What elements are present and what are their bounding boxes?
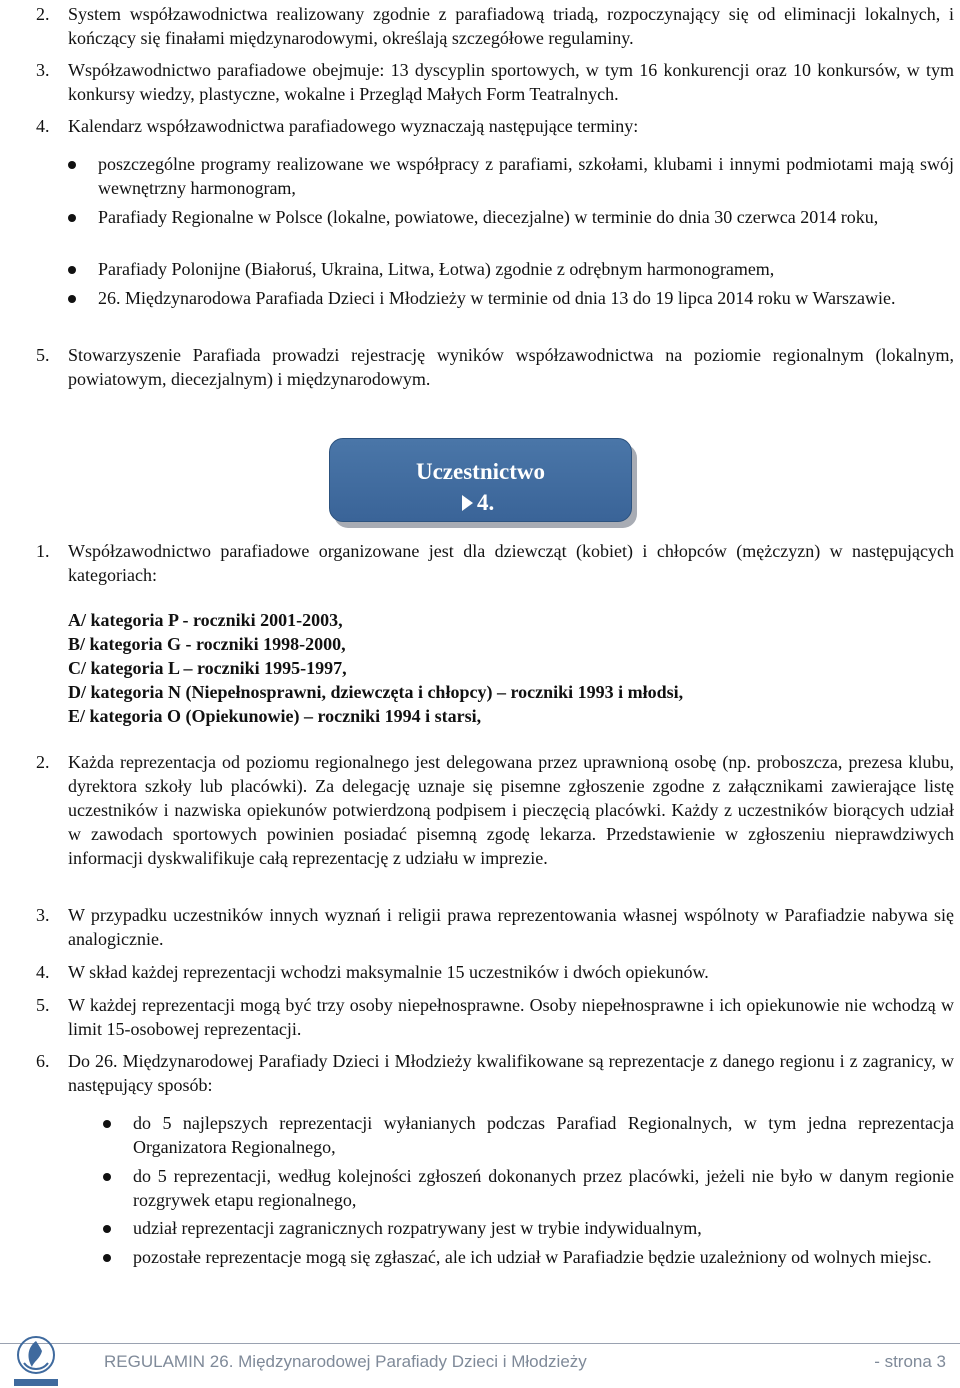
category-item: D/ kategoria N (Niepełnosprawni, dziewczęta i chłopcy) – roczniki 1993 i młodsi, [68, 682, 684, 702]
item-number: 4. [36, 962, 50, 982]
item-text: Współzawodnictwo parafiadowe obejmuje: 13 dyscyplin sportowych, w tym 16 konkurencji oraz 10 konkursów, w tym konkursy wiedzy, plastyczne, wokalne i Przegląd Małych Form Teatralnych. [68, 60, 954, 104]
item-text: Do 26. Międzynarodowej Parafiady Dzieci i Młodzieży kwalifikowane są reprezentacje z danego regionu i z zagranicy, w następujący sposób: [68, 1051, 954, 1095]
item-number: 5. [36, 995, 50, 1015]
footer-title: REGULAMIN 26. Międzynarodowej Parafiady Dzieci i Młodzieży [104, 1352, 587, 1371]
category-item: E/ kategoria O (Opiekunowie) – roczniki 1994 i starsi, [68, 706, 482, 726]
bullet-item [133, 1245, 954, 1269]
item-text: System współzawodnictwa realizowany zgodnie z parafiadową triadą, rozpoczynający się od eliminacji lokalnych, i kończący się finałami międzynarodowymi, określają szczegółowe regulaminy. [68, 4, 954, 48]
item-number: 6. [36, 1051, 50, 1071]
bullet-text: 26. Międzynarodowa Parafiada Dzieci i Młodzieży w terminie od dnia 13 do 19 lipca 2014 roku w Warszawie. [98, 288, 896, 308]
list-item [36, 960, 954, 984]
bullet-item [98, 205, 954, 229]
item-number: 3. [36, 60, 50, 80]
bullet-text: poszczególne programy realizowane we współpracy z parafiami, szkołami, klubami i innymi podmiotami mają swój wewnętrzny harmonogram, [98, 154, 954, 198]
item-number: 5. [36, 345, 50, 365]
item-text: Stowarzyszenie Parafiada prowadzi rejestrację wyników współzawodnictwa na poziomie regionalnym (lokalnym, powiatowym, diecezjalnym) i międzynarodowym. [68, 345, 954, 389]
bullet-icon [103, 1254, 111, 1262]
bullet-item [133, 1111, 954, 1159]
category-item: A/ kategoria P - roczniki 2001-2003, [68, 610, 343, 630]
parafiada-logo-icon [10, 1333, 62, 1388]
list-item [36, 903, 954, 951]
bullet-icon [103, 1120, 111, 1128]
bullet-icon [68, 266, 76, 274]
bullet-item [98, 257, 954, 281]
page-footer [104, 1350, 946, 1374]
bullet-text: Parafiady Polonijne (Białoruś, Ukraina, Litwa, Łotwa) zgodnie z odrębnym harmonogramem, [98, 259, 775, 279]
bullet-text: Parafiady Regionalne w Polsce (lokalne, powiatowe, diecezjalne) w terminie do dnia 30 czerwca 2014 roku, [98, 207, 879, 227]
bullet-icon [103, 1225, 111, 1233]
bullet-icon [103, 1173, 111, 1181]
section-badge [329, 438, 632, 522]
list-item [36, 750, 954, 870]
bullet-icon [68, 214, 76, 222]
page-number: - strona 3 [874, 1352, 946, 1371]
bullet-text: do 5 najlepszych reprezentacji wyłanianych podczas Parafiad Regionalnych, w tym jedna reprezentacja Organizatora Regionalnego, [133, 1113, 954, 1157]
list-item [36, 1049, 954, 1097]
bullet-item [133, 1164, 954, 1212]
item-text: W przypadku uczestników innych wyznań i religii prawa reprezentowania własnej wspólnoty w Parafiadzie nabywa się analogicznie. [68, 905, 954, 949]
category-item: B/ kategoria G - roczniki 1998-2000, [68, 634, 346, 654]
list-item [36, 114, 954, 138]
arrow-right-icon [462, 495, 473, 511]
item-number: 2. [36, 752, 50, 772]
item-text: Kalendarz współzawodnictwa parafiadowego wyznaczają następujące terminy: [68, 116, 639, 136]
item-number: 2. [36, 4, 50, 24]
section-title: Uczestnictwo [415, 459, 545, 484]
footer-divider [0, 1343, 960, 1344]
bullet-text: pozostałe reprezentacje mogą się zgłaszać, ale ich udział w Parafiadzie będzie uzależniony od wolnych miejsc. [133, 1247, 932, 1267]
bullet-item [133, 1216, 954, 1240]
section-number: 4. [477, 490, 495, 515]
item-text: W każdej reprezentacji mogą być trzy osoby niepełnosprawne. Osoby niepełnosprawne i ich opiekunowie nie wchodzą w limit 15-osobowej reprezentacji. [68, 995, 954, 1039]
category-list [68, 608, 683, 728]
bullet-icon [68, 161, 76, 169]
item-text: Współzawodnictwo parafiadowe organizowane jest dla dziewcząt (kobiet) i chłopców (mężczyzn) w następujących kategoriach: [68, 541, 954, 585]
bullet-icon [68, 295, 76, 303]
item-text: W skład każdej reprezentacji wchodzi maksymalnie 15 uczestników i dwóch opiekunów. [68, 962, 709, 982]
bullet-text: udział reprezentacji zagranicznych rozpatrywany jest w trybie indywidualnym, [133, 1218, 702, 1238]
item-number: 3. [36, 905, 50, 925]
bullet-text: do 5 reprezentacji, według kolejności zgłoszeń dokonanych przez placówki, jeżeli nie było w danym regionie rozgrywek etapu regionalnego, [133, 1166, 954, 1210]
list-item [36, 343, 954, 391]
item-number: 1. [36, 541, 50, 561]
list-item [36, 2, 954, 50]
list-item [36, 539, 954, 587]
list-item [36, 58, 954, 106]
list-item [36, 993, 954, 1041]
item-text: Każda reprezentacja od poziomu regionalnego jest delegowana przez uprawnioną osobę (np. proboszcza, prezesa klubu, dyrektora szkoły lub placówki). Za delegację uznaje się pisemne zgłoszenie zgodne z załącznikami zawierające listę uczestników i nazwiska opiekunów potwierdzoną podpisem i pieczęcią placówki. Każdy z uczestników biorących udział w zawodach sportowych powinien posiadać pisemną zgodę lekarza. Przedstawienie w zgłoszeniu nieprawdziwych informacji dyskwalifikuje całą reprezentację z udziału w imprezie. [68, 752, 954, 868]
bullet-item [98, 286, 954, 310]
bullet-item [98, 152, 954, 200]
item-number: 4. [36, 116, 50, 136]
category-item: C/ kategoria L – roczniki 1995-1997, [68, 658, 347, 678]
